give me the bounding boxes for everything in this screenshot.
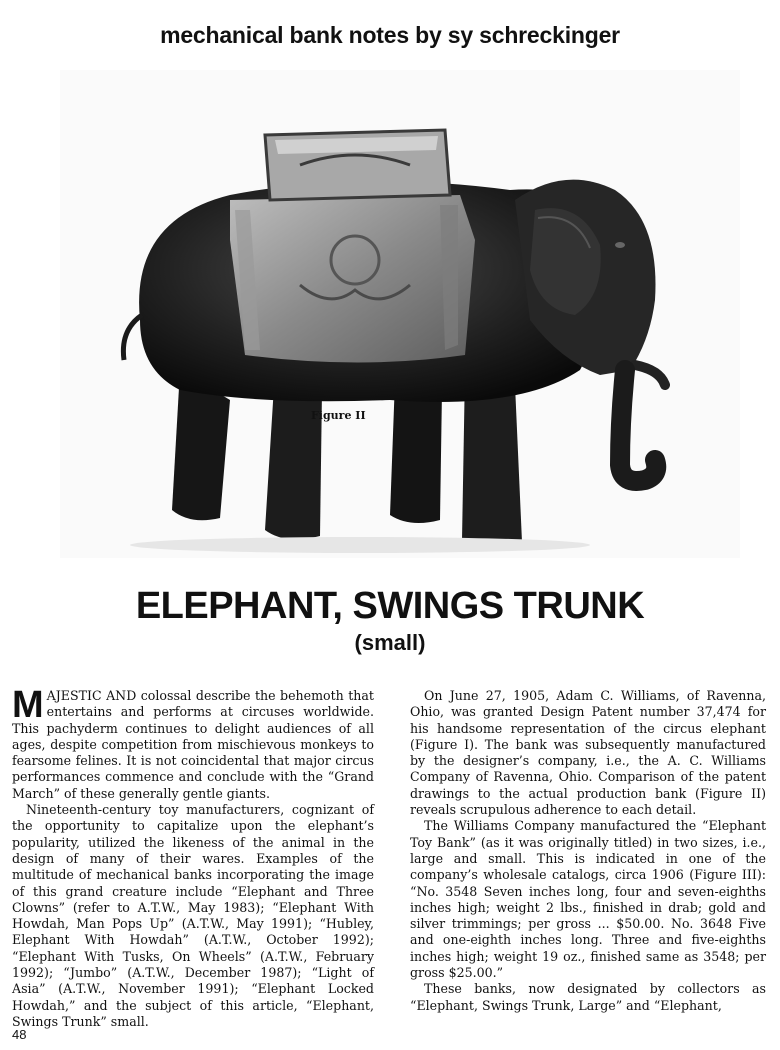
right-column	[410, 688, 766, 1014]
article-subtitle: (small)	[354, 630, 426, 655]
paragraph	[12, 684, 374, 802]
paragraph: Nineteenth-century toy manufacturers, cognizant of the opportunity to capitalize upon the elephant’s popularity, utilized the likeness of the animal in the design of many of their wares. Examples of the multitude of mechanical banks incorporating the image of this grand creature include “Elephant and Three Clowns” (refer to A.T.W., May 1983); “Elephant With Howdah, Man Pops Up” (A.T.W., May 1991); “Hubley, Elephant With Howdah” (A.T.W., October 1992); “Elephant With Tusks, On Wheels” (A.T.W., February 1992); “Jumbo” (A.T.W., December 1987); “Light of Asia” (A.T.W., November 1991); “Elephant Locked Howdah,” and the subject of this article, “Elephant, Swings Trunk” small.	[12, 802, 374, 1029]
paragraph: On June 27, 1905, Adam C. Williams, of Ravenna, Ohio, was granted Design Patent number 37,474 for his handsome representation of the circus elephant (Figure I). The bank was subsequently manufactured by the designer’s company, i.e., the A. C. Williams Company of Ravenna, Ohio. Comparison of the patent drawings to the actual production bank (Figure II) reveals scrupulous adherence to each detail.	[410, 688, 766, 818]
left-column	[12, 684, 374, 1030]
article-title: ELEPHANT, SWINGS TRUNK	[135, 585, 645, 627]
page-number: 48	[12, 1027, 27, 1042]
paragraph: The Williams Company manufactured the “Elephant Toy Bank” (as it was originally titled) in two sizes, i.e., large and small. This is indicated in one of the company’s wholesale catalogs, circa 1906 (Figure III): “No. 3548 Seven inches long, four and seven-eighths inches high; weight 2 lbs., finished in drab; gold and silver trimmings; per gross ... $50.00. No. 3648 Five and one-eighth inches long. Three and five-eighths inches high; weight 19 oz., finished same as 3548; per gross $25.00.”	[410, 818, 766, 981]
lead-smallcaps: AJESTIC AND	[46, 688, 137, 703]
elephant-bank-photo	[60, 70, 740, 558]
page-header: mechanical bank notes by sy schreckinger	[160, 22, 620, 48]
drop-cap: M	[12, 684, 44, 726]
paragraph-text: colossal describe the behemoth that entertains and performs at circuses worldwide. This pachyderm continues to delight audiences of all ages, despite competition from mischievous monkeys to fearsome felines. It is not coincidental that major circus performances commence and conclude with the “Grand March” of these generally gentle giants.	[12, 688, 374, 801]
figure-caption: Figure II	[311, 409, 366, 422]
paragraph: These banks, now designated by collectors as “Elephant, Swings Trunk, Large” and “Elephant,	[410, 981, 766, 1013]
